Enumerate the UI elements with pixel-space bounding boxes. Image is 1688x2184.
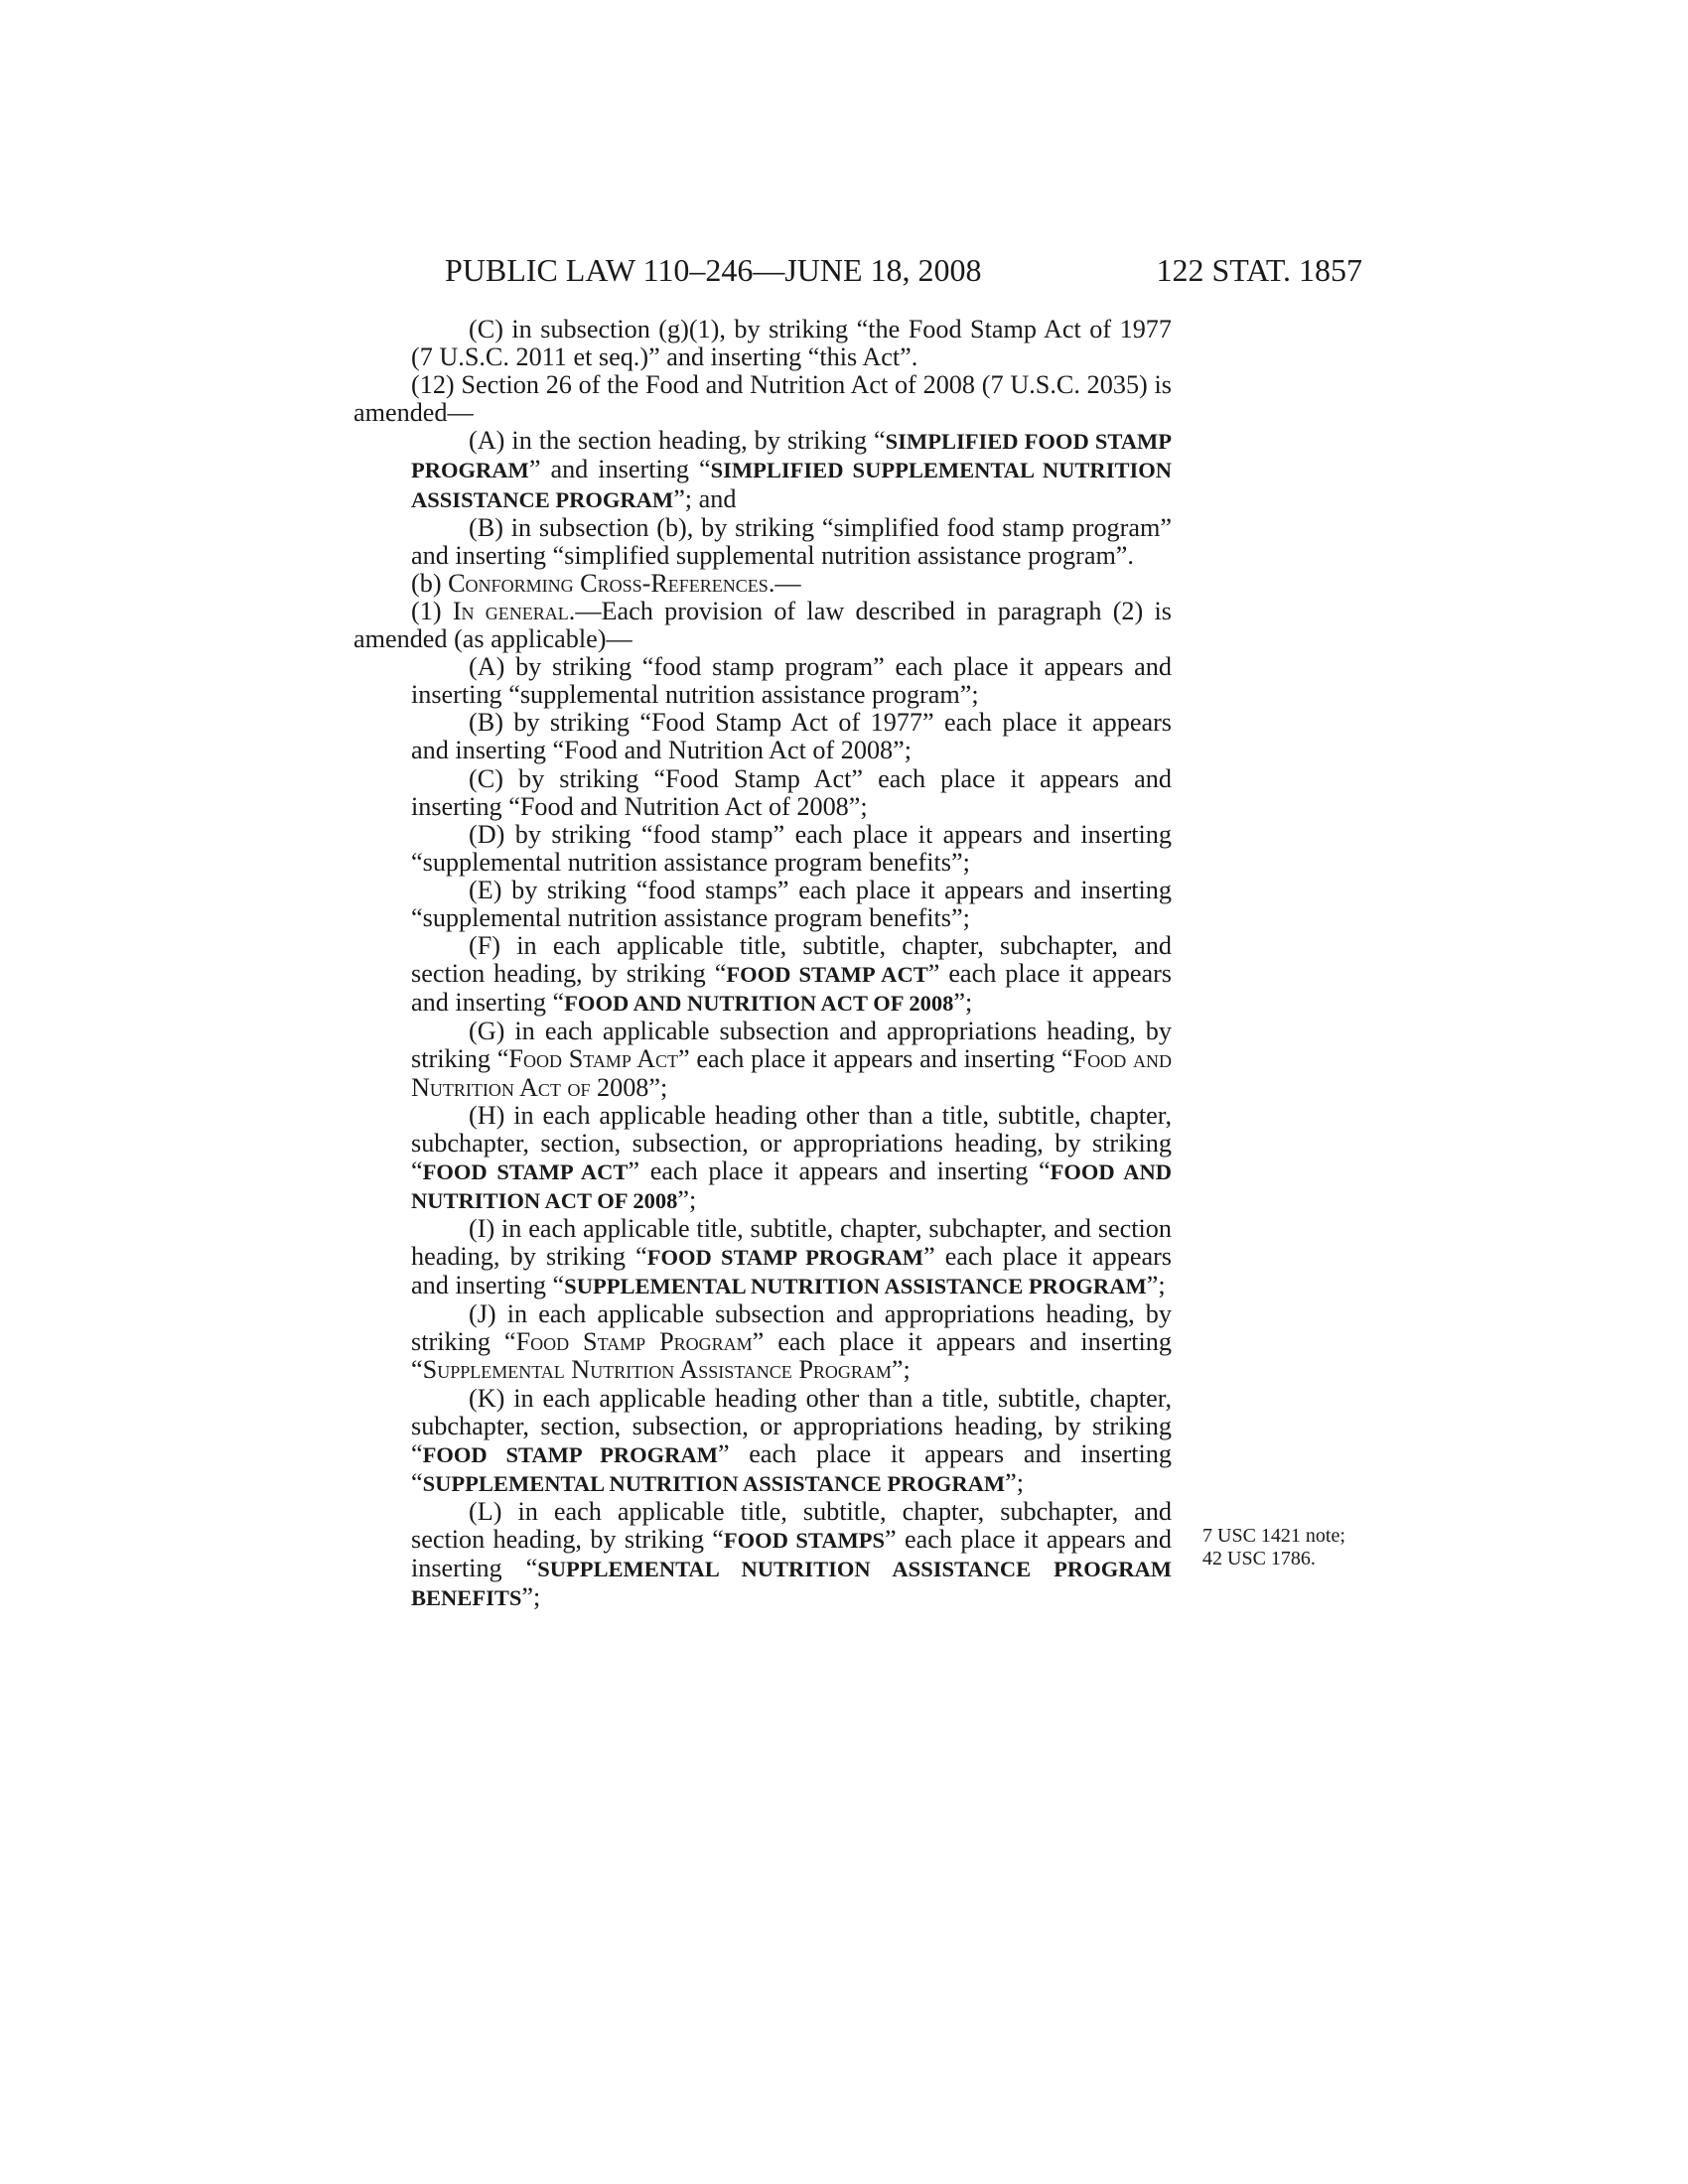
paragraph-bJ: [353, 1300, 1172, 1384]
paragraph-text: (G) in each applicable subsection and appropriations heading, by striking “: [411, 1017, 1172, 1074]
paragraph-bA: [353, 653, 1172, 709]
paragraph-text: (C) in subsection (g)(1), by striking “the Food Stamp Act of 1977 (7 U.S.C. 2011 et seq.)” and inserting “this Act”.: [411, 315, 1172, 372]
paragraph-text: ” each place it appears and inserting “: [628, 1156, 1051, 1185]
paragraph-text: .—: [768, 568, 801, 598]
paragraph-text: (1): [411, 596, 453, 625]
bold-heading-text: SIMPLIFIED SUPPLEMENTAL NUTRITION ASSISTANCE PROGRAM: [411, 458, 1173, 512]
paragraph-bG: [353, 1018, 1172, 1101]
small-caps-text: In general: [452, 596, 569, 625]
header-page-ref: 122 STAT. 1857: [1156, 252, 1362, 288]
paragraph-text: (F) in each applicable title, subtitle, chapter, subchapter, and section heading, by striking “: [411, 931, 1172, 989]
bold-heading-text: SUPPLEMENTAL NUTRITION ASSISTANCE PROGRAM: [564, 1274, 1147, 1299]
paragraph-p12: [353, 371, 1172, 427]
paragraph-C1: [353, 316, 1172, 371]
paragraph-text: (E) by striking “food stamps” each place it appears and inserting “supplemental nutrition assistance program benefits”;: [411, 875, 1172, 932]
running-header: [445, 248, 1362, 292]
paragraph-text: ”;: [648, 1072, 668, 1102]
paragraph-text: .—Each provision of law described in paragraph (2) is amended (as applicable)—: [353, 596, 1172, 654]
paragraph-text: ” each place it appears and inserting “: [678, 1044, 1073, 1074]
bold-heading-text: FOOD AND NUTRITION ACT OF 2008: [411, 1159, 1172, 1213]
paragraph-text: ” each place it appears and inserting “: [411, 1438, 1172, 1497]
paragraph-text: ”; and: [673, 483, 737, 513]
paragraph-text: ”;: [677, 1184, 697, 1214]
paragraph-text: (B) in subsection (b), by striking “simplified food stamp program” and inserting “simplified supplemental nutrition assistance program”.: [411, 512, 1172, 570]
paragraph-bH: [353, 1102, 1172, 1215]
paragraph-text: ” each place it appears and inserting “: [411, 1327, 1172, 1385]
paragraph-B12: [353, 514, 1172, 570]
paragraph-text: (A) by striking “food stamp program” each place it appears and inserting “supplemental nutrition assistance program”;: [411, 652, 1172, 710]
paragraph-text: ”;: [521, 1582, 541, 1612]
bold-heading-text: FOOD STAMP PROGRAM: [422, 1441, 718, 1467]
paragraph-bL: [353, 1498, 1172, 1612]
paragraph-bI: [353, 1215, 1172, 1300]
bold-heading-text: SUPPLEMENTAL NUTRITION ASSISTANCE PROGRAM: [422, 1470, 1006, 1496]
paragraph-bD: [353, 821, 1172, 877]
bold-heading-text: SUPPLEMENTAL NUTRITION ASSISTANCE PROGRAM BENEFITS: [411, 1557, 1172, 1611]
paragraph-bC: [353, 765, 1172, 821]
header-title: PUBLIC LAW 110–246—JUNE 18, 2008: [445, 252, 982, 288]
paragraph-b: [353, 570, 1172, 598]
paragraph-b1: [353, 598, 1172, 653]
paragraph-text: (I) in each applicable title, subtitle, chapter, subchapter, and section heading, by striking “: [411, 1214, 1172, 1272]
margin-citation: [1202, 1525, 1401, 1570]
paragraph-text: (H) in each applicable heading other than a title, subtitle, chapter, subchapter, section, subsection, or appropriations heading, by striking “: [411, 1100, 1172, 1185]
bold-heading-text: FOOD STAMP ACT: [726, 962, 928, 988]
bold-heading-text: SIMPLIFIED FOOD STAMP PROGRAM: [411, 429, 1172, 483]
paragraph-text: (12) Section 26 of the Food and Nutrition Act of 2008 (7 U.S.C. 2035) is amended—: [353, 370, 1172, 428]
bold-heading-text: FOOD STAMPS: [723, 1528, 886, 1554]
margin-citation-line: 42 USC 1786.: [1202, 1548, 1316, 1570]
small-caps-text: Supplemental Nutrition Assistance Program: [422, 1355, 892, 1385]
paragraph-text: (L) in each applicable title, subtitle, chapter, subchapter, and section heading, by striking “: [411, 1496, 1172, 1555]
paragraph-text: ”;: [1005, 1467, 1025, 1497]
paragraph-bF: [353, 932, 1172, 1018]
bold-heading-text: FOOD STAMP ACT: [422, 1159, 629, 1184]
paragraph-bB: [353, 709, 1172, 764]
small-caps-text: Food and Nutrition Act of 2008: [411, 1044, 1172, 1102]
paragraph-bK: [353, 1385, 1172, 1498]
document-body: [353, 316, 1172, 1612]
paragraph-text: (B) by striking “Food Stamp Act of 1977” each place it appears and inserting “Food and Nutrition Act of 2008”;: [411, 708, 1172, 765]
paragraph-text: ” each place it appears and inserting “: [411, 1242, 1172, 1300]
paragraph-text: (b): [411, 568, 449, 598]
paragraph-text: (C) by striking “Food Stamp Act” each place it appears and inserting “Food and Nutrition Act of 2008”;: [411, 763, 1172, 821]
paragraph-text: ”;: [891, 1355, 911, 1385]
paragraph-text: ” each place it appears and inserting “: [411, 959, 1172, 1018]
small-caps-text: Conforming Cross-References: [448, 568, 769, 598]
small-caps-text: Food Stamp Program: [515, 1327, 753, 1357]
margin-citation-line: 7 USC 1421 note;: [1202, 1525, 1345, 1547]
paragraph-bE: [353, 877, 1172, 932]
paragraph-text: ”;: [953, 988, 973, 1018]
bold-heading-text: FOOD STAMP PROGRAM: [646, 1245, 923, 1271]
bold-heading-text: FOOD AND NUTRITION ACT OF 2008: [564, 991, 954, 1017]
paragraph-text: (D) by striking “food stamp” each place it appears and inserting “supplemental nutrition assistance program benefits”;: [411, 819, 1172, 877]
paragraph-text: (K) in each applicable heading other than a title, subtitle, chapter, subchapter, section, subsection, or appropriations heading, by striking “: [411, 1383, 1172, 1468]
paragraph-A12: [353, 427, 1172, 513]
paragraph-text: (J) in each applicable subsection and appropriations heading, by striking “: [411, 1299, 1172, 1357]
small-caps-text: Food Stamp Act: [508, 1044, 679, 1074]
paragraph-text: ” each place it appears and inserting “: [411, 1525, 1172, 1583]
paragraph-text: ”;: [1146, 1271, 1166, 1300]
paragraph-text: ” and inserting “: [528, 455, 711, 484]
paragraph-text: (A) in the section heading, by striking “: [469, 426, 886, 456]
